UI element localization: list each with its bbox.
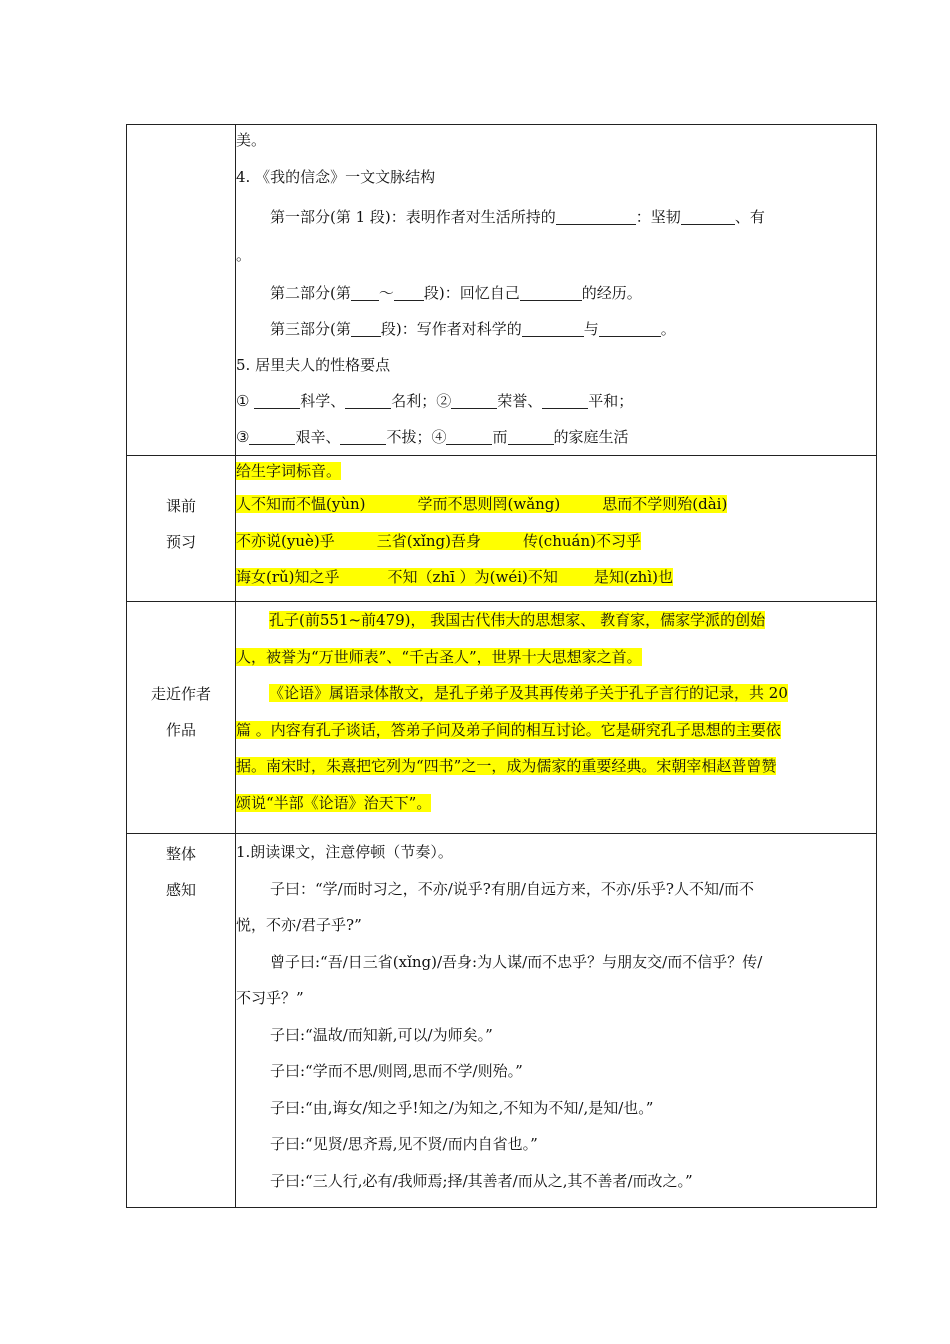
pinyin-item: 三省(xǐng)吾身 <box>376 531 481 550</box>
row-structure <box>127 125 877 456</box>
row-author-content <box>236 602 877 834</box>
overall-label-1: 整体 <box>165 845 196 863</box>
part1-text: 第一部分(第 1 段)：表明作者对生活所持的 <box>270 208 556 226</box>
analects-line: 子曰:“见贤/思齐焉,见不贤/而内自省也。” <box>270 1135 538 1153</box>
pinyin-item: 不知（zhī ）为(wéi)不知 <box>387 568 558 586</box>
fill-blank <box>522 320 584 337</box>
work-para-line <box>236 712 876 749</box>
work-text: 颂说“半部《论语》治天下”。 <box>236 793 432 812</box>
traits-line-1 <box>236 383 876 419</box>
row-structure-content <box>236 125 877 456</box>
fill-blank <box>254 392 300 409</box>
part2-text: ～ <box>378 284 394 302</box>
author-para-line <box>236 602 876 639</box>
row-overall-content <box>236 834 877 1208</box>
trait-text: 名利；② <box>391 392 452 410</box>
part1-text: ：坚韧 <box>635 208 681 226</box>
author-text: 孔子(前551~前479)， 我国古代伟大的思想家、 教育家，儒家学派的创始 <box>269 611 766 629</box>
part1-line <box>236 199 876 235</box>
pinyin-item: 是知(zhì)也 <box>593 568 673 586</box>
trait-text: 平和； <box>588 392 634 410</box>
fill-blank <box>351 284 379 301</box>
work-para-line <box>236 785 876 822</box>
overall-title: 1.朗读课文，注意停顿（节奏）。 <box>236 843 453 861</box>
analects-line: 子曰:“温故/而知新,可以/为师矣。” <box>270 1025 493 1044</box>
pinyin-item: 传(chuán)不习乎 <box>522 531 641 550</box>
pinyin-line-2 <box>236 523 876 560</box>
part3-text: 段)：写作者对科学的 <box>380 320 522 338</box>
row-preview <box>127 456 877 602</box>
fill-blank <box>446 428 492 445</box>
fill-blank <box>681 208 735 225</box>
part2-text: 段)：回忆自己 <box>423 284 520 302</box>
analects-line: 子曰：“学/而时习之，不亦/说乎?有朋/自远方来，不亦/乐乎?人不知/而不 <box>270 879 755 898</box>
preview-title-text: 给生字词标音。 <box>236 462 342 480</box>
analects-line: 不习乎？” <box>236 989 304 1007</box>
row-preview-content <box>236 456 877 602</box>
pinyin-line-3-text <box>236 568 673 586</box>
part2-line <box>236 275 876 311</box>
row-structure-label <box>127 125 236 456</box>
analects-line: 曾子曰:“吾/日三省(xǐng)/吾身:为人谋/而不忠乎？与朋友交/而不信乎？传/ <box>270 952 763 971</box>
pinyin-item: 学而不思则罔(wǎng) <box>417 495 561 513</box>
trait-text: 而 <box>492 428 508 446</box>
row-preview-label <box>127 456 236 602</box>
trait-text: 不拔；④ <box>386 428 447 446</box>
analects-line: 子曰:“学而不思/则罔,思而不学/则殆。” <box>270 1062 523 1080</box>
work-text: 《论语》属语录体散文，是孔子弟子及其再传弟子关于孔子言行的记录，共 20 <box>269 684 788 702</box>
preview-title <box>236 456 876 486</box>
item4-title: 4. 《我的信念》一文文脉结构 <box>236 168 436 186</box>
author-label-2: 作品 <box>165 721 196 739</box>
fill-blank <box>394 284 424 301</box>
author-text: 人，被誉为“万世师表”、“千古圣人”，世界十大思想家之首。 <box>236 647 642 666</box>
part3-text: 与 <box>583 320 599 338</box>
item5-title: 5. 居里夫人的性格要点 <box>236 356 391 374</box>
work-text: 篇 。内容有孔子谈话，答弟子问及弟子间的相互讨论。它是研究孔子思想的主要依 <box>236 720 781 739</box>
pinyin-line-2-text <box>236 532 641 550</box>
part1-end: 。 <box>236 246 252 264</box>
fill-blank <box>345 392 391 409</box>
part3-text: 第三部分(第 <box>270 320 351 338</box>
analects-line: 子曰:“三人行,必有/我师焉;择/其善者/而从之,其不善者/而改之。” <box>270 1171 693 1190</box>
author-label-1: 走近作者 <box>150 685 211 703</box>
part1-text: 、有 <box>734 208 765 226</box>
row-author-label <box>127 602 236 834</box>
pinyin-line-3 <box>236 559 876 596</box>
fill-blank <box>520 284 582 301</box>
fill-blank <box>249 428 295 445</box>
pinyin-item: 思而不学则殆(dài) <box>602 495 728 513</box>
trait-text: 科学、 <box>300 392 346 410</box>
pinyin-item: 诲女(rǔ)知之乎 <box>236 568 340 586</box>
fill-blank <box>451 392 497 409</box>
trait-text: 荣誉、 <box>497 392 543 410</box>
fill-blank <box>556 208 636 225</box>
trait-text: ③ <box>236 428 250 446</box>
pinyin-item: 人不知而不愠(yùn) <box>236 495 366 513</box>
fill-blank <box>340 428 386 445</box>
row-overall <box>127 834 877 1208</box>
overall-label-2: 感知 <box>165 881 196 899</box>
trait-text: ① <box>236 392 250 410</box>
work-para-line <box>236 748 876 785</box>
trait-text: 的家庭生活 <box>553 428 629 446</box>
pinyin-item: 不亦说(yuè)乎 <box>236 531 335 550</box>
fill-blank <box>599 320 661 337</box>
part3-text: 。 <box>660 320 676 338</box>
fill-blank <box>351 320 381 337</box>
author-para-line <box>236 639 876 676</box>
part3-line <box>236 311 876 347</box>
fill-blank <box>508 428 554 445</box>
fill-blank <box>542 392 588 409</box>
analects-line: 子曰:“由,诲女/知之乎!知之/为知之,不知为不知/,是知/也。” <box>270 1098 654 1117</box>
work-para-line <box>236 675 876 712</box>
pinyin-line-1-text <box>236 495 727 513</box>
pinyin-line-1 <box>236 486 876 523</box>
row-overall-label <box>127 834 236 1208</box>
work-text: 据。南宋时，朱熹把它列为“四书”之一，成为儒家的重要经典。宋朝宰相赵普曾赞 <box>236 757 777 775</box>
preview-label-1: 课前 <box>165 497 196 515</box>
part2-text: 的经历。 <box>581 284 642 302</box>
preview-label-2: 预习 <box>165 533 196 551</box>
row-author <box>127 602 877 834</box>
lesson-table <box>126 124 877 1208</box>
analects-line: 悦，不亦/君子乎?” <box>236 916 362 934</box>
text-line: 美。 <box>236 131 267 149</box>
trait-text: 艰辛、 <box>295 428 341 446</box>
part2-text: 第二部分(第 <box>270 284 351 302</box>
traits-line-2 <box>236 419 876 455</box>
